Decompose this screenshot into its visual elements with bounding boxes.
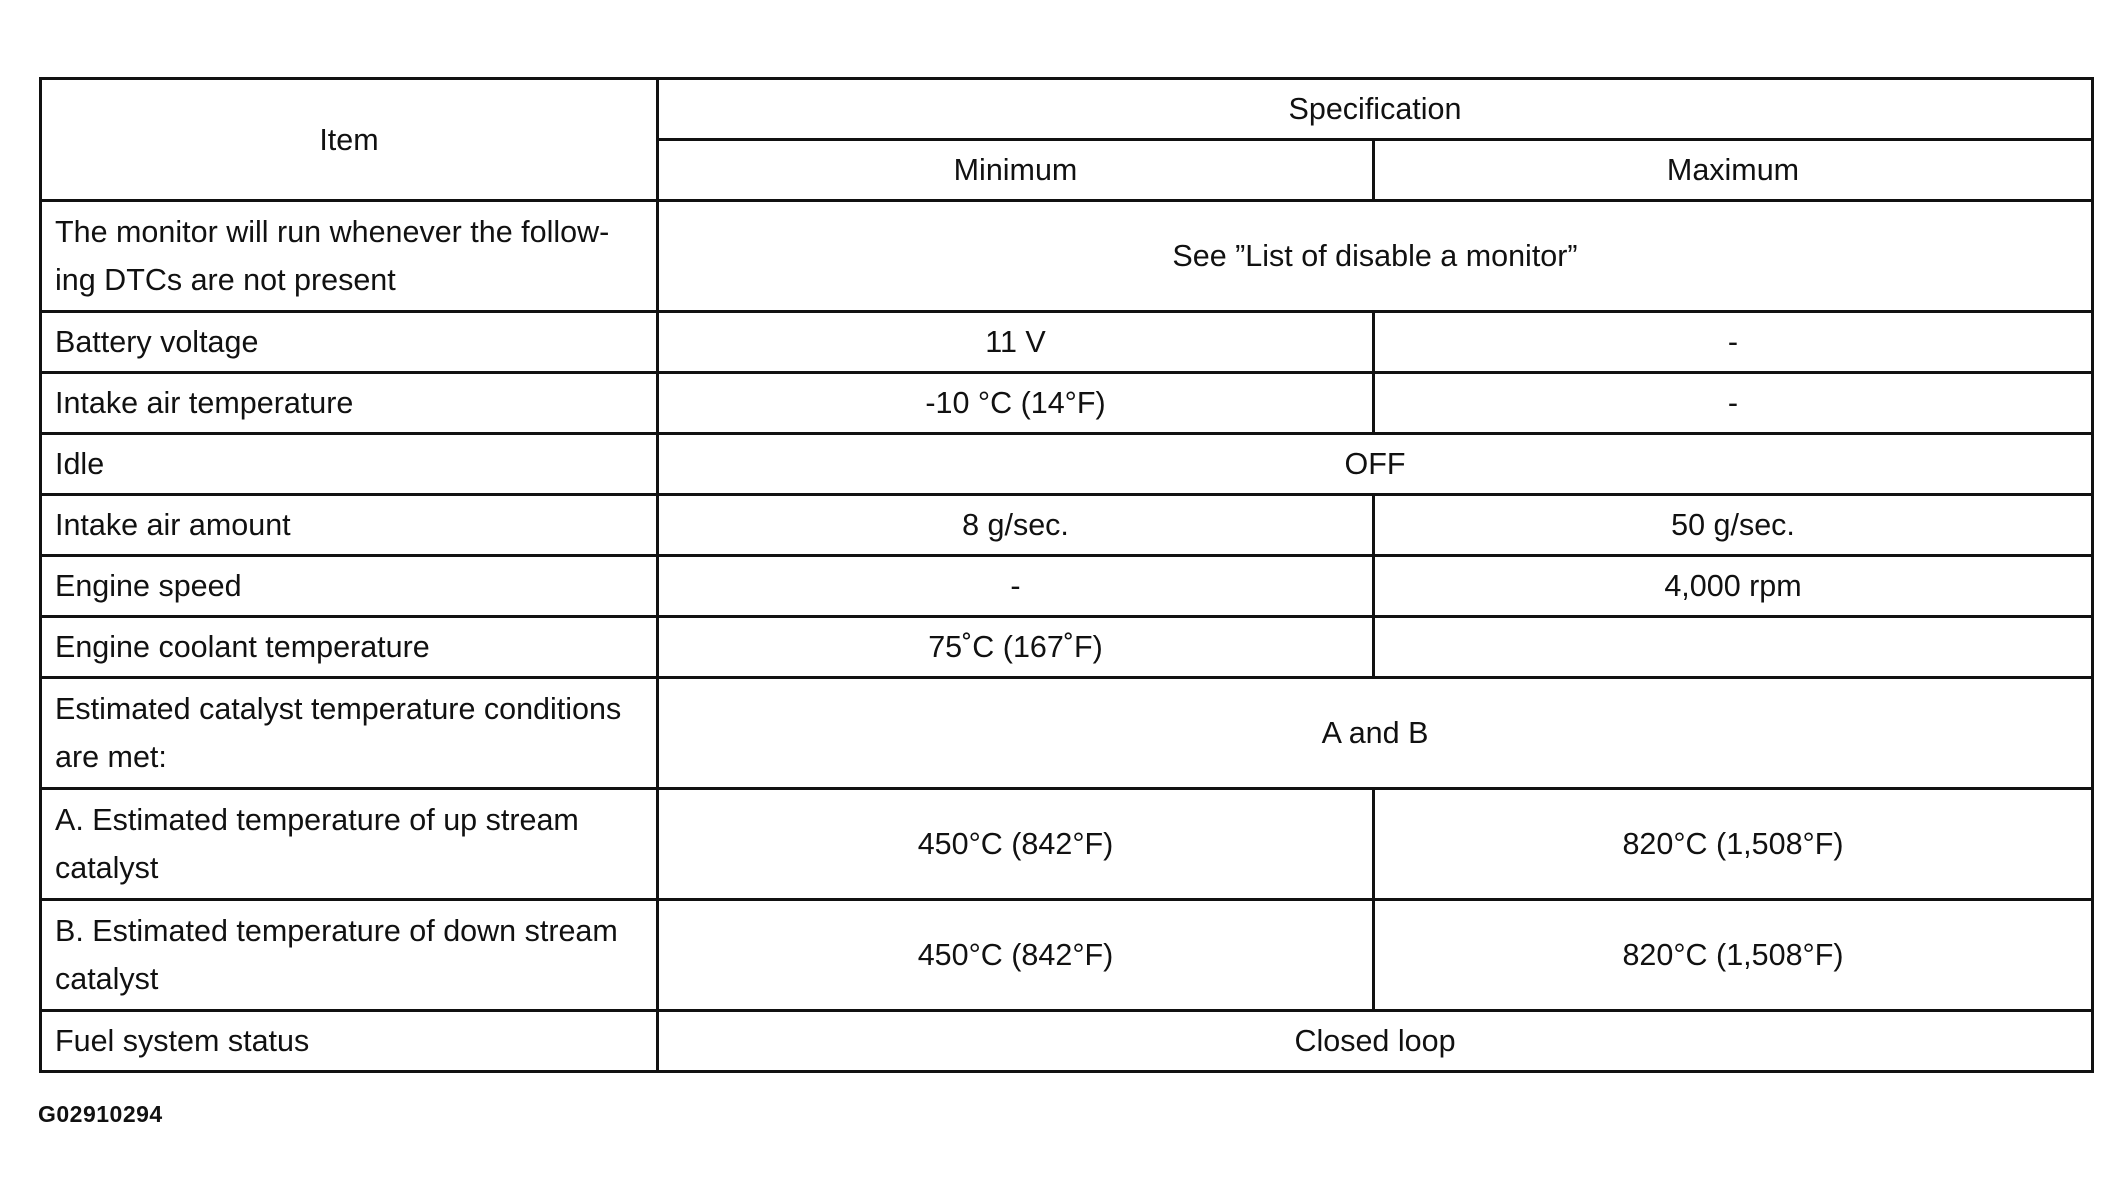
item-cell: Intake air amount	[41, 495, 658, 556]
item-column-header: Item	[41, 79, 658, 201]
item-cell: Estimated catalyst temperature conditions are met:	[41, 678, 658, 789]
maximum-cell: 820°C (1,508°F)	[1374, 900, 2093, 1011]
table-row-idle	[41, 434, 2093, 495]
spec-span-cell: OFF	[658, 434, 2093, 495]
maximum-cell: 50 g/sec.	[1374, 495, 2093, 556]
table-row-dtc-condition	[41, 201, 2093, 312]
spec-span-cell: See ”List of disable a monitor”	[658, 201, 2093, 312]
minimum-cell: -10 °C (14°F)	[658, 373, 1374, 434]
maximum-cell: 4,000 rpm	[1374, 556, 2093, 617]
item-cell: Engine speed	[41, 556, 658, 617]
item-cell: Fuel system status	[41, 1011, 658, 1072]
table-row-battery-voltage	[41, 312, 2093, 373]
item-cell: Battery voltage	[41, 312, 658, 373]
table-row-upstream-catalyst	[41, 789, 2093, 900]
minimum-cell: 8 g/sec.	[658, 495, 1374, 556]
figure-code: G02910294	[38, 1101, 163, 1127]
maximum-cell: 820°C (1,508°F)	[1374, 789, 2093, 900]
maximum-column-header: Maximum	[1374, 140, 2093, 201]
specification-table	[39, 77, 2094, 1073]
table-row-intake-air-temperature	[41, 373, 2093, 434]
table-row-engine-speed	[41, 556, 2093, 617]
table-row-engine-coolant-temperature	[41, 617, 2093, 678]
spec-span-cell: A and B	[658, 678, 2093, 789]
minimum-cell: 450°C (842°F)	[658, 900, 1374, 1011]
minimum-cell: -	[658, 556, 1374, 617]
maximum-cell	[1374, 617, 2093, 678]
specification-column-header: Specification	[658, 79, 2093, 140]
table-row-downstream-catalyst	[41, 900, 2093, 1011]
table-row-fuel-system-status	[41, 1011, 2093, 1072]
table-row-intake-air-amount	[41, 495, 2093, 556]
item-cell: The monitor will run whenever the follow- ing DTCs are not present	[41, 201, 658, 312]
minimum-cell: 75˚C (167˚F)	[658, 617, 1374, 678]
minimum-cell: 450°C (842°F)	[658, 789, 1374, 900]
minimum-cell: 11 V	[658, 312, 1374, 373]
header-row-top	[41, 79, 2093, 140]
item-cell: Engine coolant temperature	[41, 617, 658, 678]
maximum-cell: -	[1374, 312, 2093, 373]
minimum-column-header: Minimum	[658, 140, 1374, 201]
spec-span-cell: Closed loop	[658, 1011, 2093, 1072]
item-cell: B. Estimated temperature of down stream catalyst	[41, 900, 658, 1011]
table-row-catalyst-conditions	[41, 678, 2093, 789]
item-cell: Idle	[41, 434, 658, 495]
item-cell: A. Estimated temperature of up stream catalyst	[41, 789, 658, 900]
item-cell: Intake air temperature	[41, 373, 658, 434]
maximum-cell: -	[1374, 373, 2093, 434]
